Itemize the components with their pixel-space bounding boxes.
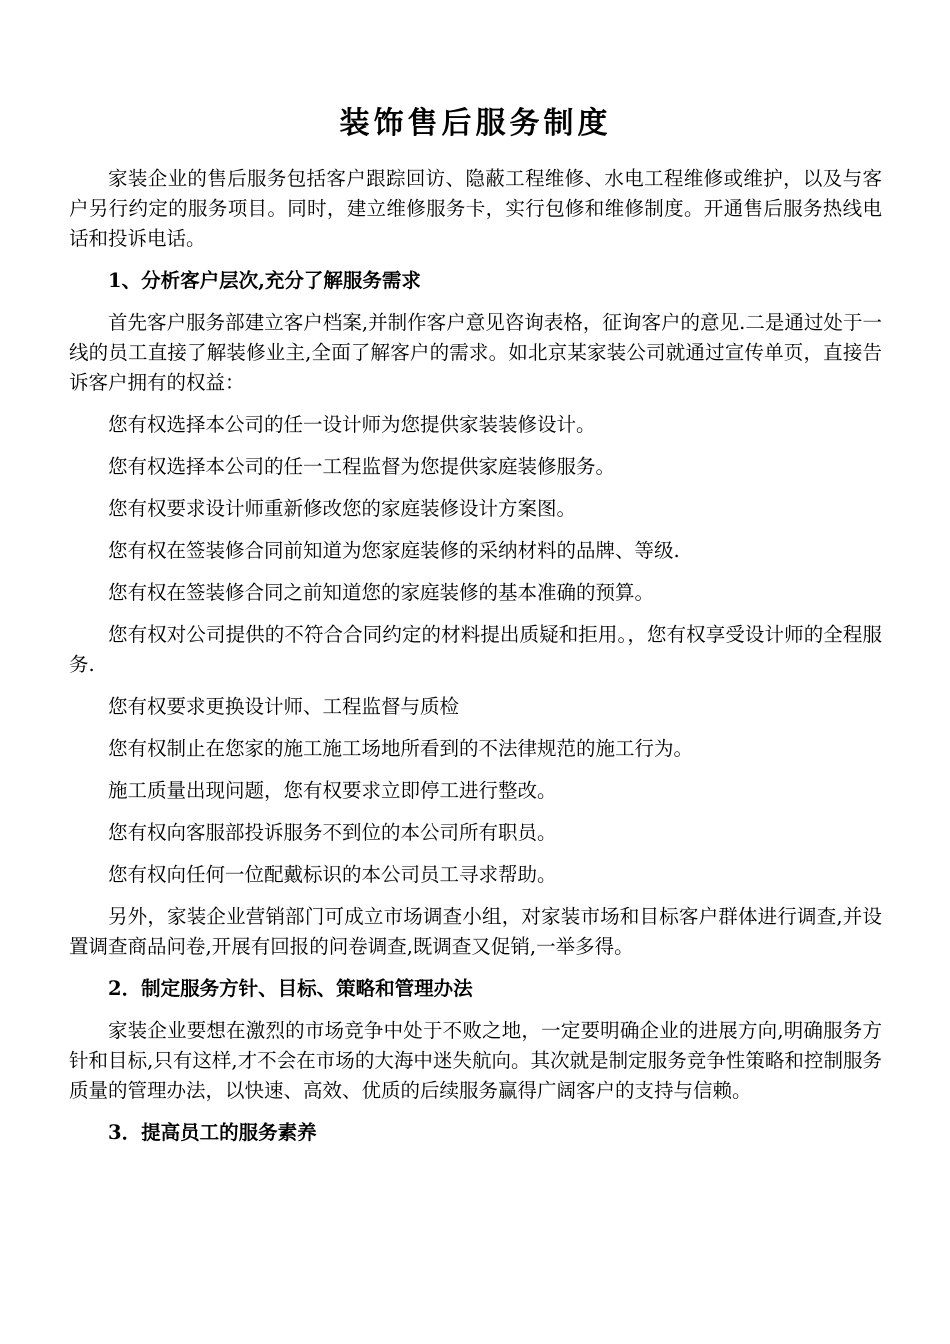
rights-item: 施工质量出现问题，您有权要求立即停工进行整改。	[108, 779, 557, 802]
section-heading-3: 3．提高员工的服务素养	[108, 1121, 317, 1144]
rights-item: 您有权向任何一位配戴标识的本公司员工寻求帮助。	[108, 863, 557, 886]
rights-item: 您有权在签装修合同之前知道您的家庭装修的基本准确的预算。	[108, 581, 655, 604]
rights-item: 您有权制止在您家的施工施工场地所看到的不法律规范的施工行为。	[108, 737, 694, 760]
body-paragraph: 家装企业要想在激烈的市场竞争中处于不败之地，一定要明确企业的进展方向,明确服务方针和目标,只有这样,才不会在市场的大海中迷失航向。其次就是制定服务竞争性策略和控制服务质量的管理办法，以快速、高效、优质的后续服务赢得广阔客户的支持与信赖。	[69, 1019, 882, 1102]
rights-item: 您有权选择本公司的任一设计师为您提供家装装修设计。	[108, 413, 596, 436]
intro-paragraph: 家装企业的售后服务包括客户跟踪回访、隐蔽工程维修、水电工程维修或维护，以及与客户另行约定的服务项目。同时，建立维修服务卡，实行包修和维修制度。开通售后服务热线电话和投诉电话。	[69, 167, 882, 250]
rights-item: 您有权选择本公司的任一工程监督为您提供家庭装修服务。	[108, 455, 616, 478]
rights-item: 您有权要求更换设计师、工程监督与质检	[108, 695, 460, 718]
section-heading-1: 1、分析客户层次,充分了解服务需求	[108, 269, 421, 292]
rights-item: 您有权对公司提供的不符合合同约定的材料提出质疑和拒用。，您有权享受设计师的全程服务.	[69, 623, 882, 676]
body-paragraph: 另外，家装企业营销部门可成立市场调查小组，对家装市场和目标客户群体进行调查,并设置调查商品问卷,开展有回报的问卷调查,既调查又促销,一举多得。	[69, 905, 882, 958]
document-page	[69, 100, 882, 1160]
rights-item: 您有权在签装修合同前知道为您家庭装修的采纳材料的品牌、等级.	[108, 539, 680, 562]
rights-item: 您有权向客服部投诉服务不到位的本公司所有职员。	[108, 821, 557, 844]
section-heading-2: 2．制定服务方针、目标、策略和管理办法	[108, 977, 473, 1000]
body-paragraph: 首先客户服务部建立客户档案,并制作客户意见咨询表格，征询客户的意见.二是通过处于一线的员工直接了解装修业主,全面了解客户的需求。如北京某家装公司就通过宣传单页，直接告诉客户拥有的权益：	[69, 311, 882, 394]
rights-item: 您有权要求设计师重新修改您的家庭装修设计方案图。	[108, 497, 577, 520]
document-title: 装饰售后服务制度	[339, 106, 612, 141]
